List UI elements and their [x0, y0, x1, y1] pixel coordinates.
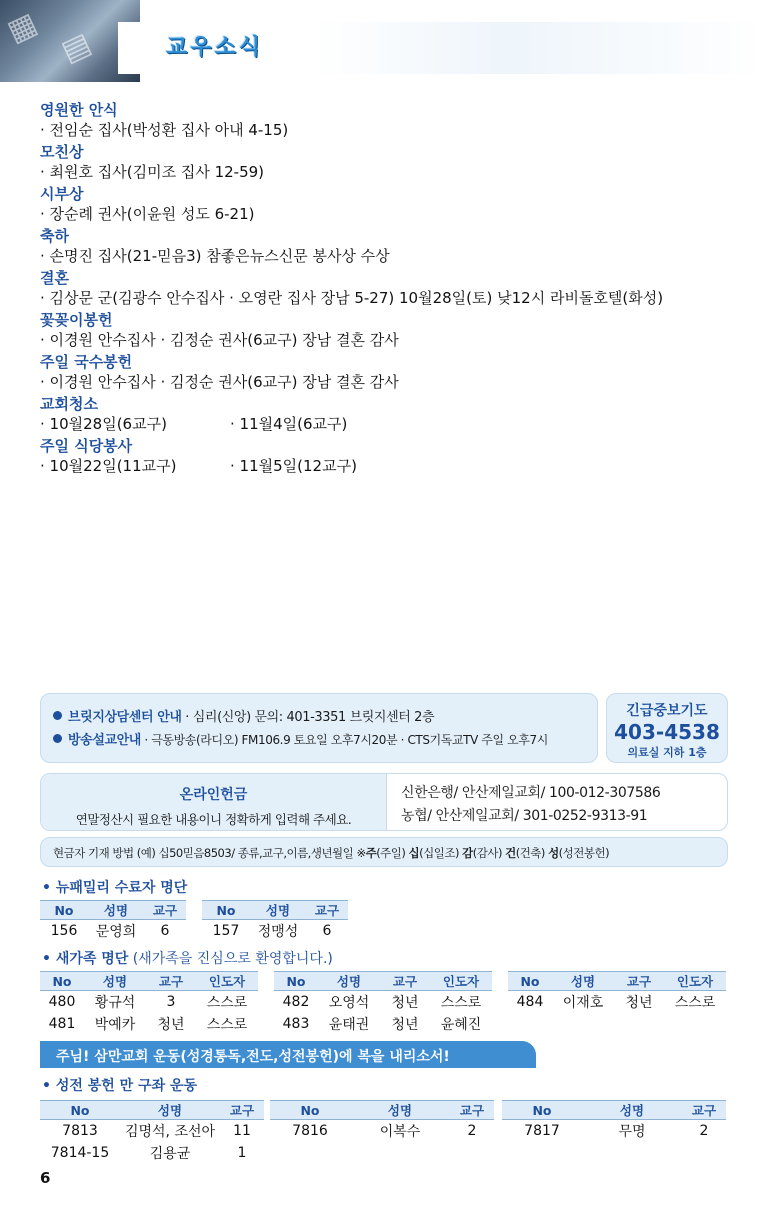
- news-line: · 김상문 군(김광수 안수집사 · 오영란 집사 장남 5-27) 10월28일(토) 낮12시 라비돌호텔(화성): [40, 289, 664, 307]
- news-section: [40, 142, 740, 183]
- bullet-dot-icon: [53, 711, 62, 720]
- table-row: [508, 991, 726, 1013]
- cell: 156: [50, 922, 78, 939]
- cell: 1: [237, 1144, 247, 1161]
- column-header: 교구: [380, 972, 430, 991]
- table-row: [40, 1120, 264, 1142]
- table-header: [202, 901, 348, 920]
- new-members-title: [42, 948, 333, 968]
- table-header: [270, 1101, 494, 1120]
- column-header: 성명: [120, 1101, 220, 1120]
- cell: 483: [282, 1015, 310, 1032]
- header-banner: [0, 0, 768, 90]
- newfamily-table: [202, 900, 348, 942]
- news-line: · 전임순 집사(박성환 집사 아내 4-15): [40, 121, 289, 139]
- cell: 오영석: [328, 994, 370, 1011]
- new-members-table: [274, 971, 492, 1035]
- cell: 스스로: [674, 994, 716, 1011]
- cell: 김명석, 조선아: [124, 1123, 216, 1140]
- bank-accounts: [401, 782, 660, 828]
- new-members-heading: • 새가족 명단: [42, 951, 129, 967]
- method-value: (십일조): [419, 846, 463, 860]
- cell: 윤혜진: [440, 1016, 482, 1033]
- urgent-title: 긴급중보기도: [626, 703, 708, 719]
- online-offering-label: [41, 774, 387, 830]
- news-line: · 손명진 집사(21-믿음3) 참좋은뉴스신문 봉사상 수상: [40, 247, 390, 265]
- bank-account: 신한은행/ 안산제일교회/ 100-012-307586: [401, 785, 661, 801]
- cell: 7813: [62, 1122, 98, 1139]
- news-list: [40, 100, 740, 478]
- column-header: 교구: [144, 901, 186, 920]
- table-row: [40, 991, 258, 1013]
- offering-method-box: [40, 837, 728, 867]
- news-heading: 주일 식당봉사: [40, 437, 133, 455]
- method-key: 주: [365, 846, 377, 860]
- column-header: 성명: [350, 1101, 450, 1120]
- table-row: [40, 1013, 258, 1035]
- news-section: [40, 310, 740, 351]
- offering-table: [40, 1100, 264, 1164]
- table-header: [274, 972, 492, 991]
- column-header: 성명: [318, 972, 380, 991]
- table-row: [202, 920, 348, 942]
- news-line: · 이경원 안수집사 · 김정순 권사(6교구) 장남 결혼 감사: [40, 331, 399, 349]
- new-members-table: [40, 971, 258, 1035]
- table-row: [270, 1120, 494, 1142]
- method-value: (성전봉헌): [558, 846, 610, 860]
- news-date: · 11월4일(6교구): [230, 415, 348, 433]
- prayer-banner: 주님! 삼만교회 운동(성경통독,전도,성전봉헌)에 복을 내리소서!: [40, 1041, 536, 1068]
- cell: 6: [160, 922, 170, 939]
- column-header: No: [502, 1101, 582, 1120]
- cell: 스스로: [206, 994, 248, 1011]
- news-heading: 축하: [40, 227, 69, 245]
- urgent-location: 의료실 지하 1층: [627, 746, 707, 759]
- cell: 2: [699, 1122, 709, 1139]
- table-row: [274, 1013, 492, 1035]
- column-header: No: [202, 901, 250, 920]
- column-header: 교구: [614, 972, 664, 991]
- method-value: (감사): [472, 846, 506, 860]
- cell: 이복수: [379, 1123, 421, 1140]
- online-title: 온라인헌금: [179, 787, 248, 803]
- method-key: 감: [462, 846, 473, 860]
- news-date: · 10월22일(11교구): [40, 457, 177, 475]
- table-row: [502, 1120, 726, 1142]
- method-key: 십: [408, 846, 420, 860]
- table-row: [40, 1142, 264, 1164]
- broadcast-label: 방송설교안내: [68, 733, 141, 748]
- cell: 윤태권: [328, 1016, 370, 1033]
- urgent-prayer-box: [606, 693, 728, 763]
- column-header: 인도자: [664, 972, 726, 991]
- offering-title: • 성전 봉헌 만 구좌 운동: [42, 1078, 198, 1094]
- cell: 7817: [524, 1122, 560, 1139]
- news-line: [40, 456, 740, 477]
- column-header: 성명: [552, 972, 614, 991]
- cell: 484: [516, 993, 544, 1010]
- cell: 7816: [292, 1122, 328, 1139]
- cell: 480: [48, 993, 76, 1010]
- cell: 3: [166, 993, 176, 1010]
- newfamily-title: • 뉴패밀리 수료자 명단: [42, 880, 188, 896]
- cell: 11: [233, 1122, 251, 1139]
- column-header: 성명: [250, 901, 306, 920]
- cell: 스스로: [206, 1016, 248, 1033]
- cell: 정맹성: [257, 923, 299, 940]
- news-heading: 시부상: [40, 185, 84, 203]
- online-offering-box: [40, 773, 728, 831]
- table-header: [40, 1101, 264, 1120]
- column-header: 인도자: [430, 972, 492, 991]
- table-header: [40, 972, 258, 991]
- news-date: · 10월28일(6교구): [40, 415, 167, 433]
- news-section: [40, 268, 740, 309]
- cell: 482: [282, 993, 310, 1010]
- news-line: [40, 414, 740, 435]
- new-members-table: [508, 971, 726, 1013]
- table-header: [508, 972, 726, 991]
- column-header: No: [40, 972, 84, 991]
- cell: 청년: [157, 1016, 185, 1033]
- news-heading: 결혼: [40, 269, 69, 287]
- photo-glyph: ▦: [1, 5, 43, 50]
- new-members-subtitle: (새가족을 진심으로 환영합니다.): [128, 951, 333, 967]
- cell: 박예카: [94, 1016, 136, 1033]
- broadcast-info: [53, 729, 597, 752]
- offering-table: [270, 1100, 494, 1142]
- bank-account: 농협/ 안산제일교회/ 301-0252-9313-91: [401, 808, 648, 824]
- news-section: [40, 394, 740, 435]
- table-header: [40, 901, 186, 920]
- news-line: · 장순례 권사(이윤원 성도 6-21): [40, 205, 255, 223]
- column-header: No: [40, 901, 88, 920]
- method-key: 성: [548, 846, 559, 860]
- method-key: 건: [505, 846, 516, 860]
- broadcast-text: · 극동방송(라디오) FM106.9 토요일 오후7시20분 · CTS기독교TV 주일 오후7시: [140, 733, 548, 747]
- bridge-label: 브릿지상담센터 안내: [68, 710, 182, 725]
- cell: 7814-15: [50, 1144, 110, 1161]
- info-box: [40, 693, 598, 763]
- news-line: · 이경원 안수집사 · 김정순 권사(6교구) 장남 결혼 감사: [40, 373, 399, 391]
- column-header: No: [508, 972, 552, 991]
- cell: 청년: [625, 994, 653, 1011]
- news-heading: 모친상: [40, 143, 84, 161]
- bullet-dot-icon: [53, 734, 62, 743]
- news-line: · 최원호 집사(김미조 집사 12-59): [40, 163, 265, 181]
- method-text: 현금자 기재 방법 (예) 십50믿음8503/ 종류,교구,이름,생년월일: [53, 846, 357, 860]
- cell: 이재호: [562, 994, 604, 1011]
- method-value: (건축): [515, 846, 549, 860]
- cell: 청년: [391, 1016, 419, 1033]
- news-section: [40, 226, 740, 267]
- cell: 6: [322, 922, 332, 939]
- page-number: 6: [40, 1169, 51, 1187]
- cell: 2: [467, 1122, 477, 1139]
- news-section: [40, 436, 740, 477]
- column-header: 성명: [88, 901, 144, 920]
- cell: 481: [48, 1015, 76, 1032]
- newfamily-table: [40, 900, 186, 942]
- news-section: [40, 184, 740, 225]
- cell: 무명: [618, 1123, 646, 1140]
- bridge-text: · 심리(신앙) 문의: 401-3351 브릿지센터 2층: [181, 710, 435, 725]
- column-header: 교구: [220, 1101, 264, 1120]
- cell: 157: [212, 922, 240, 939]
- column-header: 교구: [306, 901, 348, 920]
- urgent-number: 403-4538: [614, 720, 720, 744]
- page-title: 교우소식: [166, 35, 264, 60]
- news-heading: 주일 국수봉헌: [40, 353, 133, 371]
- column-header: No: [274, 972, 318, 991]
- bridge-center-info: [53, 706, 597, 729]
- offering-table: [502, 1100, 726, 1142]
- cell: 김용균: [149, 1145, 191, 1162]
- column-header: No: [40, 1101, 120, 1120]
- table-header: [502, 1101, 726, 1120]
- column-header: 성명: [84, 972, 146, 991]
- news-heading: 꽃꽂이봉헌: [40, 311, 113, 329]
- news-heading: 교회청소: [40, 395, 98, 413]
- cell: 문영희: [95, 923, 137, 940]
- news-heading: 영원한 안식: [40, 101, 118, 119]
- column-header: 교구: [450, 1101, 494, 1120]
- note-mark: ※: [356, 846, 366, 860]
- cell: 청년: [391, 994, 419, 1011]
- method-value: (주일): [376, 846, 409, 860]
- online-desc: 연말정산시 필요한 내용이니 정확하게 입력해 주세요.: [75, 812, 352, 827]
- column-header: 인도자: [196, 972, 258, 991]
- column-header: 교구: [146, 972, 196, 991]
- news-section: [40, 352, 740, 393]
- column-header: No: [270, 1101, 350, 1120]
- cell: 황규석: [94, 994, 136, 1011]
- column-header: 성명: [582, 1101, 682, 1120]
- news-section: [40, 100, 740, 141]
- table-row: [40, 920, 186, 942]
- table-row: [274, 991, 492, 1013]
- photo-glyph: ▤: [55, 25, 97, 70]
- news-date: · 11월5일(12교구): [230, 457, 357, 475]
- cell: 스스로: [440, 994, 482, 1011]
- column-header: 교구: [682, 1101, 726, 1120]
